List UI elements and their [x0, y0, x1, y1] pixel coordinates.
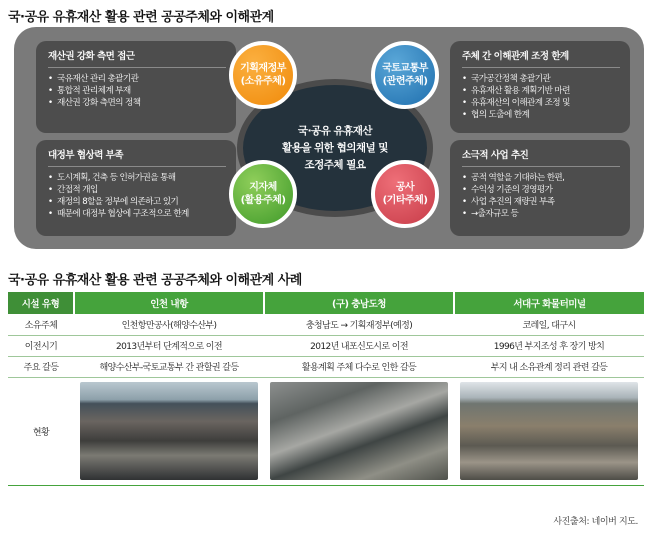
table-title: 국·공유 유휴재산 활용 관련 공공주체와 이해관계 사례 — [8, 273, 302, 288]
table-row-photos — [8, 377, 644, 485]
panel-item: • →출자규모 등 — [462, 208, 620, 220]
panel-item: • 협의 도출에 한계 — [462, 109, 620, 121]
node-ministry-land: 국토교통부 (관련주체) — [371, 41, 439, 109]
panel-item: • 국가공간정책 총괄기관 — [462, 73, 620, 85]
table-cell: 충청남도 → 기획재정부(예정) — [264, 314, 454, 335]
table-row — [8, 335, 644, 356]
panel-item: • 때문에 대정부 협상에 구조적으로 한계 — [48, 208, 226, 220]
panel-item: • 수익성 기준의 경영평가 — [462, 184, 620, 196]
table-cell: 코레일, 대구시 — [454, 314, 644, 335]
panel-item: • 재정의 8할을 정부에 의존하고 있기 — [48, 196, 226, 208]
panel-item: • 유휴재산의 이해관계 조정 및 — [462, 97, 620, 109]
row-label: 주요 갈등 — [8, 356, 74, 377]
table-cell: 인천항만공사(해양수산부) — [74, 314, 264, 335]
panel-item: • 재산권 강화 측면의 정책 — [48, 97, 226, 109]
panel-title: 재산권 강화 측면 접근 — [48, 48, 226, 68]
aerial-photo-seodaegu — [460, 382, 638, 480]
panel-item: • 공적 역할을 기대하는 한편, — [462, 172, 620, 184]
panel-title: 주체 간 이해관계 조정 한계 — [462, 48, 620, 68]
panel-item: • 도시계획, 건축 등 인허가권을 통해 — [48, 172, 226, 184]
aerial-photo-incheon — [80, 382, 258, 480]
table-cell — [74, 377, 264, 485]
panel-property-rights — [36, 41, 236, 133]
table-row — [8, 356, 644, 377]
table-header: 서대구 화물터미널 — [454, 292, 644, 314]
table-header: (구) 충남도청 — [264, 292, 454, 314]
panel-passive-projects — [450, 140, 630, 236]
panel-item: • 국유재산 관리 총괄기관 — [48, 73, 226, 85]
table-cell: 부지 내 소유관계 정리 관련 갈등 — [454, 356, 644, 377]
node-local-government: 지자체 (활용주체) — [229, 160, 297, 228]
table-header: 인천 내항 — [74, 292, 264, 314]
table-header: 시설 유형 — [8, 292, 74, 314]
row-label: 현황 — [8, 377, 74, 485]
panel-item: • 통합적 관리체계 부재 — [48, 85, 226, 97]
table-cell: 활용계획 주체 다수로 인한 갈등 — [264, 356, 454, 377]
diagram-title: 국·공유 유휴재산 활용 관련 공공주체와 이해관계 — [8, 10, 274, 25]
table-cell: 1996년 부지조성 후 장기 방치 — [454, 335, 644, 356]
node-public-corporation: 공사 (기타주체) — [371, 160, 439, 228]
table-cell — [454, 377, 644, 485]
panel-title: 대정부 협상력 부족 — [48, 147, 226, 167]
panel-item: • 간접적 개입 — [48, 184, 226, 196]
table-cell: 2012년 내포신도시로 이전 — [264, 335, 454, 356]
panel-title: 소극적 사업 추진 — [462, 147, 620, 167]
panel-item: • 사업 추진의 재량권 부족 — [462, 196, 620, 208]
stakeholder-diagram — [14, 27, 644, 249]
row-label: 이전시기 — [8, 335, 74, 356]
case-table — [8, 292, 644, 486]
row-label: 소유주체 — [8, 314, 74, 335]
panel-coordination-limit — [450, 41, 630, 133]
table-row — [8, 314, 644, 335]
aerial-photo-chungnam — [270, 382, 448, 480]
photo-source: 사진출처: 네이버 지도. — [553, 517, 638, 527]
table-cell: 해양수산부-국토교통부 간 관할권 갈등 — [74, 356, 264, 377]
panel-negotiation-power — [36, 140, 236, 236]
table-cell: 2013년부터 단계적으로 이전 — [74, 335, 264, 356]
center-text: 국·공유 유휴재산 활용을 위한 협의채널 및 조정주체 필요 — [282, 124, 388, 171]
table-cell — [264, 377, 454, 485]
panel-item: • 유휴재산 활용 계획기반 마련 — [462, 85, 620, 97]
node-ministry-finance: 기획재정부 (소유주체) — [229, 41, 297, 109]
